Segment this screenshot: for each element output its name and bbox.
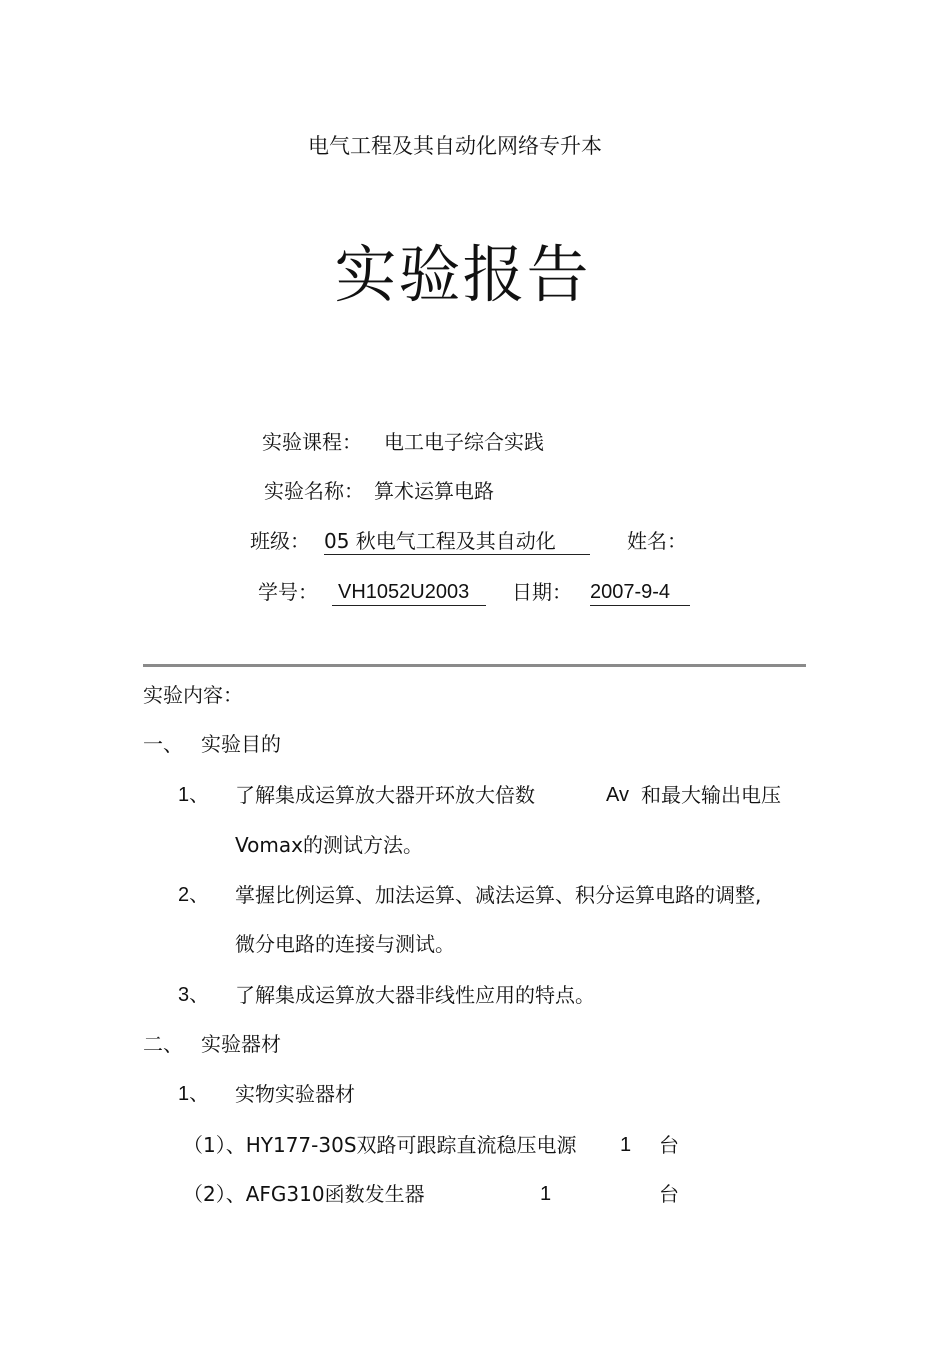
student-id-field <box>332 580 486 606</box>
document-subtitle: 电气工程及其自动化网络专升本 <box>308 134 602 158</box>
content-heading: 实验内容： <box>143 683 243 707</box>
date-label: 日期： <box>512 580 572 604</box>
item-3-text: 了解集成运算放大器非线性应用的特点。 <box>235 983 595 1007</box>
equipment-2-label: （2）、AFG310函数发生器 <box>183 1182 425 1206</box>
item-1-text: 了解集成运算放大器开环放大倍数 <box>235 783 535 807</box>
date-field <box>590 580 690 606</box>
sub-1-number: 1、 <box>178 1083 210 1105</box>
equipment-1-unit: 台 <box>659 1133 679 1157</box>
section-1-title: 实验目的 <box>201 732 281 756</box>
equipment-2-qty: 1 <box>540 1183 552 1205</box>
experiment-name-value: 算术运算电路 <box>374 479 494 503</box>
horizontal-rule <box>143 664 806 667</box>
course-label: 实验课程： <box>262 430 362 454</box>
item-1-symbol: Av <box>606 784 629 806</box>
class-value: 05 秋电气工程及其自动化 <box>324 529 590 555</box>
equipment-2-unit: 台 <box>659 1182 679 1206</box>
section-2-number: 二、 <box>143 1032 183 1056</box>
class-label: 班级： <box>250 529 310 553</box>
document-title: 实验报告 <box>334 238 591 311</box>
student-id-label: 学号： <box>258 580 318 604</box>
equipment-1-label: （1）、HY177-30S双路可跟踪直流稳压电源 <box>183 1133 577 1157</box>
sub-1-title: 实物实验器材 <box>235 1082 355 1106</box>
item-1-continuation: Vomax的测试方法。 <box>235 833 423 857</box>
section-1-number: 一、 <box>143 732 183 756</box>
student-id-value: VH1052U2003 <box>332 580 486 606</box>
item-2-continuation: 微分电路的连接与测试。 <box>235 932 455 956</box>
equipment-1-qty: 1 <box>620 1134 632 1156</box>
item-2-text: 掌握比例运算、加法运算、减法运算、积分运算电路的调整, <box>235 883 762 907</box>
date-value: 2007-9-4 <box>590 580 690 606</box>
course-value: 电工电子综合实践 <box>384 430 544 454</box>
class-value-field <box>324 529 590 555</box>
item-1-text-end: 和最大输出电压 <box>641 783 781 807</box>
item-2-number: 2、 <box>178 884 210 906</box>
student-name-label: 姓名： <box>627 529 687 553</box>
experiment-name-label: 实验名称： <box>264 479 364 503</box>
item-3-number: 3、 <box>178 984 210 1006</box>
section-2-title: 实验器材 <box>201 1032 281 1056</box>
item-1-number: 1、 <box>178 784 210 806</box>
